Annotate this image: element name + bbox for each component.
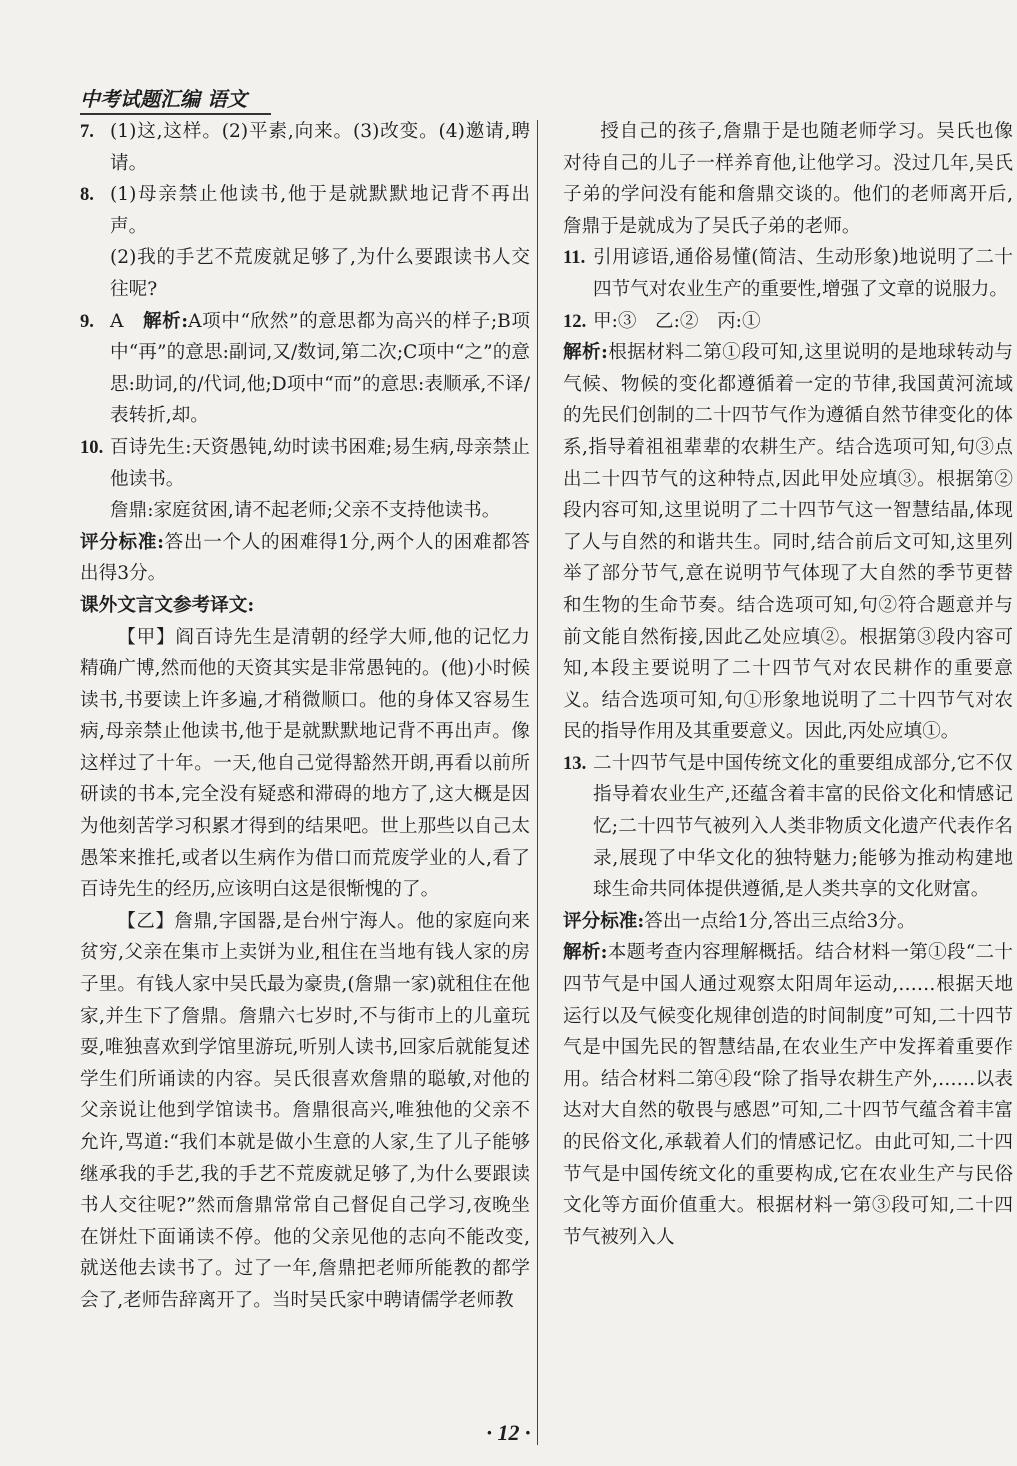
answer-text: (2)我的手艺不荒废就足够了,为什么要跟读书人交往呢? (110, 247, 530, 300)
answer-text: 百诗先生:天资愚钝,幼时读书困难;易生病,母亲禁止他读书。 (110, 436, 530, 490)
translation-section (80, 590, 530, 1317)
question-number: 9. (80, 310, 94, 332)
question-number: 10. (80, 436, 104, 458)
analysis-text: 根据材料二第①段可知,这里说明的是地球转动与气候、物候的变化都遵循着一定的节律,我国黄河流域的先民们创制的二十四节气作为遵循自然节律变化的体系,指导着祖祖辈辈的农耕生产。结合选项可知,句③点出二十四节气的这种特点,因此甲处应填③。根据第②段内容可知,这里说明了二十四节气这一智慧结晶,体现了人与自然的和谐共生。同时,结合前后文可知,这里列举了部分节气,意在说明节气体现了大自然的季节更替和生物的生命节奏。结合选项可知,句②符合题意并与前文能自然衔接,因此乙处应填②。根据第③段内容可知,本段主要说明了二十四节气对农民耕作的重要意义。结合选项可知,句①形象地说明了二十四节气对农民的指导作用及其重要意义。因此,丙处应填①。 (563, 342, 1013, 743)
question-12 (563, 306, 1013, 338)
analysis-12 (563, 337, 1013, 748)
answer-text: 甲:③ 乙:② 丙:① (593, 310, 761, 332)
question-7 (80, 116, 530, 179)
page-header: 中考试题汇编 语文 (80, 83, 271, 115)
left-column (80, 116, 530, 1317)
column-divider (537, 120, 538, 1445)
score-label: 评分标准: (563, 910, 645, 932)
scoring-standard (80, 527, 530, 590)
jia-label: 【甲】 (117, 626, 176, 648)
answer-letter: A (110, 310, 124, 332)
analysis-label: 解析: (563, 942, 608, 964)
analysis-13 (563, 937, 1013, 1253)
scoring-standard-13 (563, 906, 1013, 938)
translation-title: 课外文言文参考译文: (80, 594, 255, 616)
analysis-label: 解析: (563, 342, 608, 364)
question-number: 8. (80, 184, 94, 206)
question-number: 7. (80, 121, 94, 142)
right-column (563, 116, 1013, 1253)
question-10 (80, 432, 530, 527)
question-number: 12. (563, 310, 587, 332)
analysis-text: 本题考查内容理解概括。结合材料一第①段“二十四节气是中国人通过观察太阳周年运动,……根据天地运行以及气候变化规律创造的时间制度”可知,二十四节气是中国先民的智慧结晶,在农业生产中发挥着重要作用。结合材料二第④段“除了指导农耕生产外,……以表达对大自然的敬畏与感恩”可知,二十四节气蕴含着丰富的民俗文化,承载着人们的情感记忆。由此可知,二十四节气是中国传统文化的重要构成,它在农业生产与民俗文化等方面价值重大。根据材料一第③段可知,二十四节气被列入人 (563, 942, 1013, 1248)
answer-text: 詹鼎:家庭贫困,请不起老师;父亲不支持他读书。 (110, 500, 501, 522)
score-text: 答出一点给1分,答出三点给3分。 (644, 910, 916, 932)
answer-text: 引用谚语,通俗易懂(简洁、生动形象)地说明了二十四节气对农业生产的重要性,增强了文章的说服力。 (593, 247, 1013, 300)
score-text: 答出一个人的困难得1分,两个人的困难都答出得3分。 (80, 531, 530, 585)
question-13 (563, 748, 1013, 906)
question-number: 11. (563, 247, 586, 269)
jia-text: 阎百诗先生是清朝的经学大师,他的记忆力精确广博,然而他的天资其实是非常愚钝的。(他)小时候读书,书要读上许多遍,才稍微顺口。他的身体又容易生病,母亲禁止他读书,他于是就默默地记背不再出声。像这样过了十年。一天,他自己觉得豁然开朗,再看以前所研读的书本,完全没有疑惑和滞碍的地方了,这大概是因为他刻苦学习积累才得到的结果吧。世上那些以自己太愚笨来推托,或者以生病作为借口而荒废学业的人,看了百诗先生的经历,应该明白这是很惭愧的了。 (80, 626, 530, 901)
question-9 (80, 306, 530, 432)
yi-label: 【乙】 (117, 910, 175, 932)
page-number: · 12 · (486, 1420, 531, 1445)
analysis-text: A项中“欣然”的意思都为高兴的样子;B项中“再”的意思:副词,又/数词,第二次;C项中“之”的意思:助词,的/代词,他;D项中“而”的意思:表顺承,不译/表转折,却。 (110, 310, 530, 427)
yi-text: 詹鼎,字国器,是台州宁海人。他的家庭向来贫穷,父亲在集市上卖饼为业,租住在当地有钱人家的房子里。有钱人家中吴氏最为豪贵,(詹鼎一家)就租住在他家,并生下了詹鼎。詹鼎六七岁时,不与街市上的儿童玩耍,唯独喜欢到学馆里游玩,听别人读书,回家后就能复述学生们所诵读的内容。吴氏很喜欢詹鼎的聪敏,对他的父亲说让他到学馆读书。詹鼎很高兴,唯独他的父亲不允许,骂道:“我们本就是做小生意的人家,生了儿子能够继承我的手艺,我的手艺不荒废就足够了,为什么要跟读书人交往呢?”然而詹鼎常常自己督促自己学习,夜晚坐在饼灶下面诵读不停。他的父亲见他的志向不能改变,就送他去读书了。过了一年,詹鼎把老师所能教的都学会了,老师告辞离开了。当时吴氏家中聘请儒学老师教 (80, 910, 530, 1311)
analysis-label: 解析: (142, 310, 189, 332)
translation-text: 授自己的孩子,詹鼎于是也随老师学习。吴氏也像对待自己的儿子一样养育他,让他学习。没过几年,吴氏子弟的学问没有能和詹鼎交谈的。他们的老师离开后,詹鼎于是就成为了吴氏子弟的老师。 (563, 121, 1013, 237)
answer-text: (1)母亲禁止他读书,他于是就默默地记背不再出声。 (110, 184, 530, 237)
answer-text: (1)这,这样。(2)平素,向来。(3)改变。(4)邀请,聘请。 (110, 121, 530, 174)
score-label: 评分标准: (80, 531, 164, 553)
answer-text: 二十四节气是中国传统文化的重要组成部分,它不仅指导着农业生产,还蕴含着丰富的民俗文化和情感记忆;二十四节气被列入人类非物质文化遗产代表作名录,展现了中华文化的独特魅力;能够为推动构建地球生命共同体提供遵循,是人类共享的文化财富。 (593, 752, 1013, 901)
question-8 (80, 179, 530, 305)
question-number: 13. (563, 752, 587, 774)
question-11 (563, 242, 1013, 305)
translation-continued (563, 116, 1013, 242)
